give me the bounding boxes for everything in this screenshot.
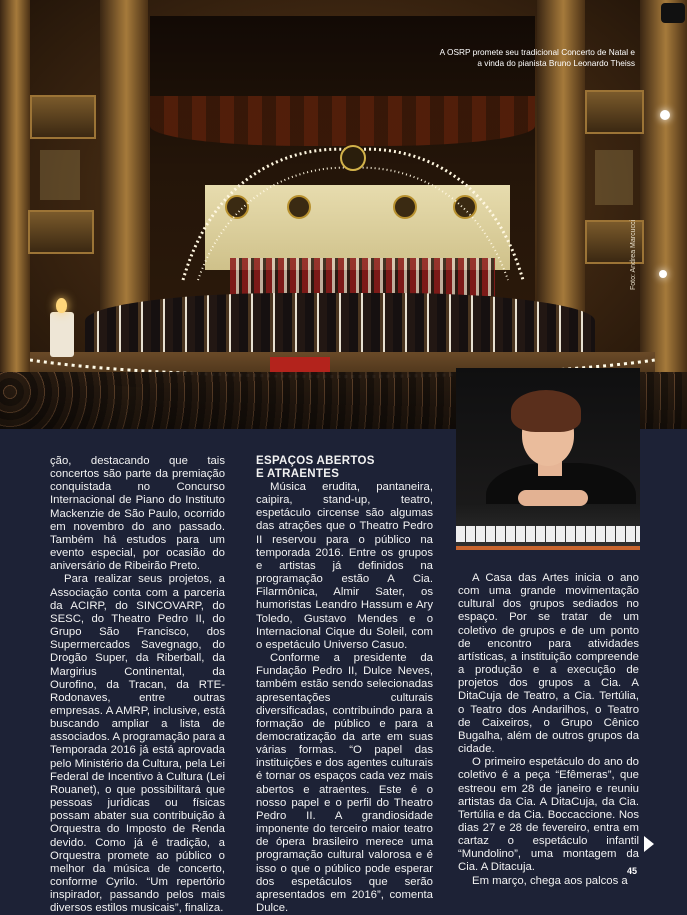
pianist-hands <box>518 490 588 506</box>
spotlight-lamp <box>659 270 667 278</box>
section-heading: E ATRAENTES <box>256 468 340 480</box>
theater-box <box>585 90 644 134</box>
paragraph: ção, destacando que tais concertos são parte da premiação conquistada no Concurso Internacional de Piano do Instituto Mackenzie de São Paulo, ocorrido em novembro do ano passado. Também há estudos para um evento especial, por ocasião do aniversário de Ribeirão Preto. <box>50 455 225 573</box>
choir <box>230 258 495 296</box>
paragraph: Música erudita, pantaneira, caipira, stand-up, teatro, espetáculo circense são algumas das atrações que o Theatro Pedro II reservou para o público na temporada 2016. Entre os grupos e artistas já definidos na programação estão A Cia. Filarmônica, Almir Sater, os humoristas Leandro Hassum e Ary Toledo, Gustavo Mendes e o Internacional Cique du Soleil, com o espetáculo Universo Casuo. <box>256 481 433 651</box>
pianist-hair <box>511 390 581 432</box>
theater-column-left <box>0 0 30 429</box>
box-window <box>595 150 633 205</box>
article-column-1 <box>50 455 225 915</box>
paragraph: A Casa das Artes inicia o ano com uma grande movimentação cultural dos grupos sediados no espaço. Por se tratar de um coletivo de grupos e de um ponto de encontro para atividades artísticas, a instituição compreende a produção e a execução de projetos dos grupos a Cia. A DitaCuja de Teatro, a Cia. Tertúlia, o Teatro dos Andarilhos, o Teatro de Caixeiros, o Grupo Cênico Bugalha, além de outros grupos da cidade. <box>458 572 639 756</box>
section-heading: ESPAÇOS ABERTOS <box>256 455 375 467</box>
box-window <box>40 150 80 200</box>
theater-box <box>30 95 96 139</box>
concert-photo <box>0 0 687 429</box>
stage-curtain <box>150 96 535 146</box>
photo-credit: Foto: Andrea Marcucci <box>630 219 637 290</box>
article-column-3 <box>458 572 639 888</box>
candle-decoration <box>50 312 74 357</box>
pianist-portrait-photo <box>456 368 640 550</box>
paragraph: Em março, chega aos palcos a <box>472 874 628 887</box>
article-column-2 <box>256 455 433 915</box>
photo-caption: A OSRP promete seu tradicional Concerto de Natal e a vinda do pianista Bruno Leonardo Theiss <box>439 47 635 68</box>
paragraph: Para realizar seus projetos, a Associação conta com a parceria da ACIRP, do SINCOVARP, do SESC, do Theatro Pedro II, do Grupo São Francisco, dos Supermercados Savegnago, do Drogão Super, da Riberball, da Margirius Continental, da Ourofino, da Tracan, da RTE-Rodonaves, entre outras empresas. A AMRP, inclusive, está buscando ampliar a lista de associados. A programação para a Temporada 2016 já está aprovada pelo Ministério da Cultura, pela Lei Federal de Incentivo à Cultura (Lei Rouanet), o que possibilitará que pessoas jurídicas ou físicas possam abater sua contribuição à Orquestra do Imposto de Renda devido. Como já é tradição, a Orquestra promete ao público o melhor da música de concerto, conforme Cyrilo. “Um repertório inspirador, passando pelos mais diversos estilos musicais”, finaliza. <box>50 573 225 915</box>
spotlight-fixture <box>661 3 685 23</box>
continue-arrow-icon <box>644 836 654 852</box>
theater-box <box>28 210 94 254</box>
candle-flame <box>56 298 67 313</box>
paragraph: Conforme a presidente da Fundação Pedro II, Dulce Neves, também estão sendo selecionadas apresentações culturais diversificadas, contribuindo para a formação de público e para a democratização da arte em suas várias formas. “O papel das instituições e dos agentes culturais é tornar os espaços cada vez mais abertos e atraentes. Este é o nosso papel e o perfil do Theatro Pedro II. A grandiosidade imponente do terceiro maior teatro de ópera brasileiro merece uma programação cultural valorosa e é isso o que o público pode esperar dos espetáculos que serão apresentados em 2016”, comenta Dulce. <box>256 652 433 914</box>
piano-keys <box>456 526 640 542</box>
page-number: 45 <box>627 866 638 876</box>
paragraph: O primeiro espetáculo do ano do coletivo é a peça “Efêmeras”, que estreou em 28 de janeiro e reuniu artistas da Cia. A DitaCuja, da Cia. Tertúlia e da Cia. Boccaccione. Nos dias 27 e 28 de fevereiro, entra em cartaz o espetáculo infantil “Mundolino”, uma montagem da Cia. A Ditacuja. <box>458 756 639 874</box>
spotlight-lamp <box>660 110 670 120</box>
